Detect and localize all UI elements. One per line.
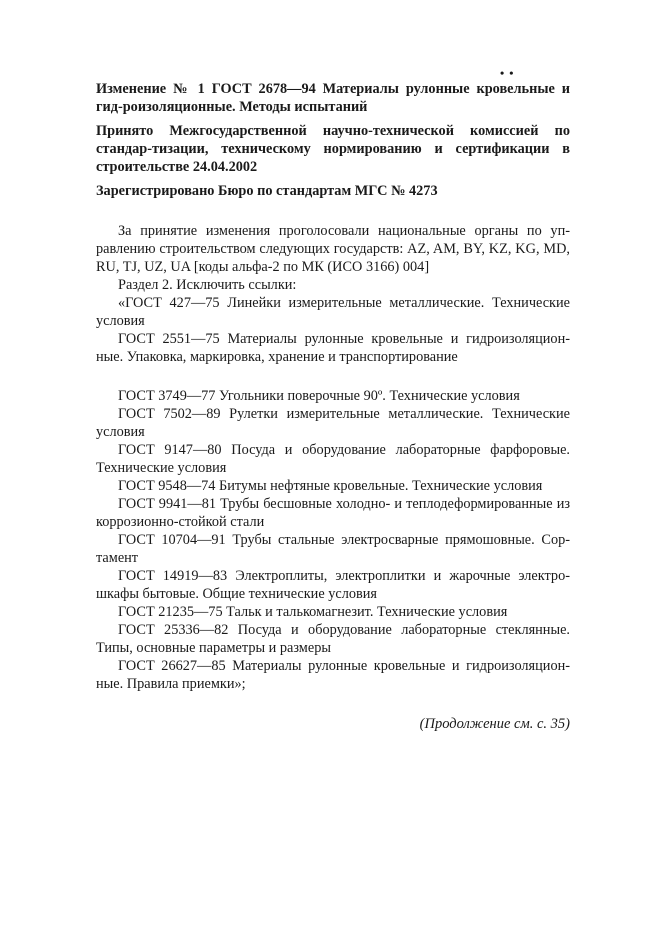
voting-paragraph: За принятие изменения проголосовали национальные органы по уп-равлению строительством следующих государств: AZ, AM, BY, KZ, KG, MD, RU, TJ, UZ, UA [коды альфа-2 по МК (ИСО 3166) 004]: [96, 223, 570, 275]
reference-item: ГОСТ 21235—75 Тальк и талькомагнезит. Технические условия: [118, 604, 508, 620]
reference-item: ГОСТ 9548—74 Битумы нефтяные кровельные. Технические условия: [118, 478, 543, 494]
reference-item: ГОСТ 9941—81 Трубы бесшовные холодно- и теплодеформированные из коррозионно-стойкой стали: [96, 496, 570, 530]
spacer: [96, 366, 570, 387]
reference-item: ГОСТ 2551—75 Материалы рулонные кровельные и гидроизоляцион-ные. Упаковка, маркировка, хранение и транспортирование: [96, 331, 570, 365]
document-content: [96, 80, 570, 733]
reference-item: ГОСТ 9147—80 Посуда и оборудование лабораторные фарфоровые. Технические условия: [96, 442, 570, 476]
reference-item: ГОСТ 25336—82 Посуда и оборудование лабораторные стеклянные. Типы, основные параметры и размеры: [96, 622, 570, 656]
reference-item: ГОСТ 3749—77 Угольники поверочные 90º. Технические условия: [118, 388, 520, 404]
reference-item: ГОСТ 10704—91 Трубы стальные электросварные прямошовные. Сор-тамент: [96, 532, 570, 566]
amendment-title: Изменение № 1 ГОСТ 2678—94 Материалы рулонные кровельные и гид-роизоляционные. Методы испытаний: [96, 81, 570, 115]
reference-item: «ГОСТ 427—75 Линейки измерительные металлические. Технические условия: [96, 295, 570, 329]
reference-item: ГОСТ 26627—85 Материалы рулонные кровельные и гидроизоляцион-ные. Правила приемки»;: [96, 658, 570, 692]
accepted-by-statement: Принято Межгосударственной научно-технической комиссией по стандар-тизации, техническому нормированию и сертификации в строительстве 24.04.2002: [96, 123, 570, 175]
corner-mark: • •: [500, 66, 515, 80]
reference-item: ГОСТ 7502—89 Рулетки измерительные металлические. Технические условия: [96, 406, 570, 440]
continuation-note: (Продолжение см. с. 35): [419, 716, 570, 732]
registration-statement: Зарегистрировано Бюро по стандартам МГС № 4273: [96, 183, 438, 199]
reference-item: ГОСТ 14919—83 Электроплиты, электроплитки и жарочные электро-шкафы бытовые. Общие технические условия: [96, 568, 570, 602]
amendment-body: [96, 222, 570, 693]
section-instruction: Раздел 2. Исключить ссылки:: [118, 277, 297, 293]
